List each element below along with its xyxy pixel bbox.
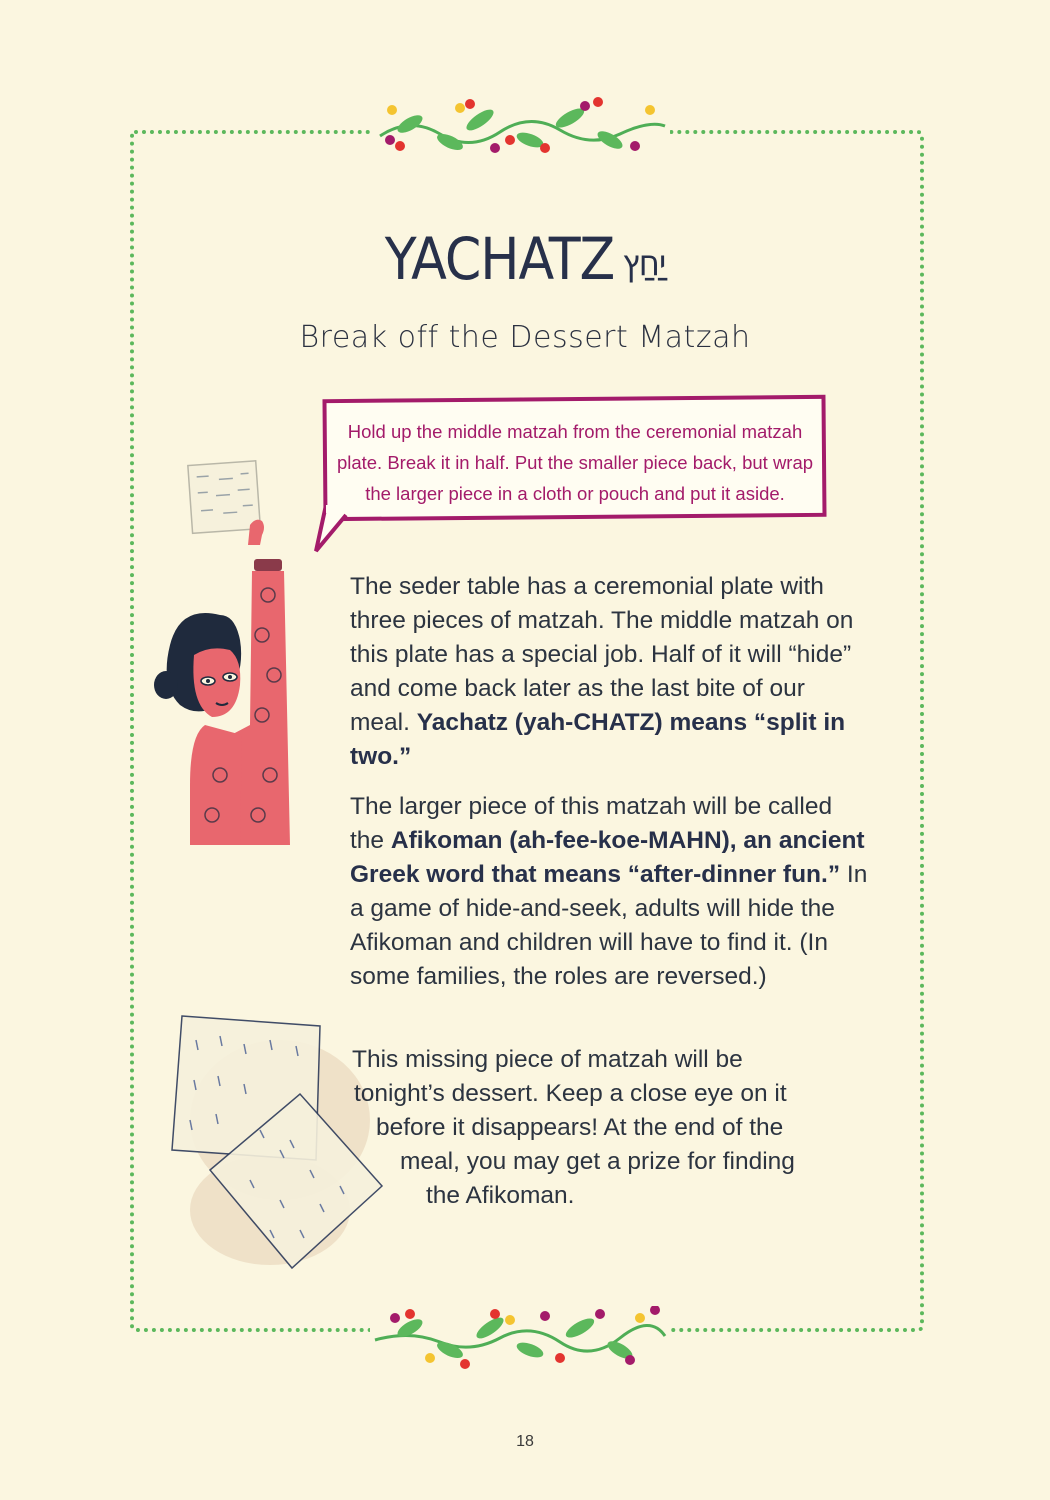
speech-bubble-tail-icon <box>312 505 352 555</box>
floral-garland-bottom-icon <box>370 1306 670 1370</box>
title-english: YACHATZ <box>384 225 615 293</box>
paragraph1-bold: Yachatz (yah-CHATZ) means “split in two.” <box>350 709 846 770</box>
woman-holding-matzah-icon <box>150 455 300 845</box>
title-hebrew: יַחַץ <box>622 243 666 284</box>
page-subtitle: Break off the Dessert Matzah <box>299 320 751 355</box>
paragraph1-text: The seder table has a ceremonial plate with three pieces of matzah. The middle matzah on this plate has a special job. Half of it will “hide” and come back later as the last bite of our meal. <box>350 573 854 736</box>
instruction-text: Hold up the middle matzah from the ceremonial matzah plate. Break it in half. Put the smaller piece back, but wrap the larger piece in a cloth or pouch and put it aside. <box>336 421 814 504</box>
paragraph3-line: tonight’s dessert. Keep a close eye on it <box>354 1080 787 1107</box>
paragraph2-lead: The larger piece of this matzah will be called the <box>350 793 833 854</box>
paragraph-seder-plate <box>350 570 870 774</box>
paragraph-dessert <box>350 1043 870 1213</box>
paragraph-afikoman <box>350 790 870 994</box>
page-number: 18 <box>516 1433 534 1450</box>
paragraph3-line: before it disappears! At the end of the <box>376 1114 784 1141</box>
paragraph3-line: meal, you may get a prize for finding <box>400 1148 795 1175</box>
paragraph3-line: the Afikoman. <box>426 1182 575 1209</box>
paragraph3-line: This missing piece of matzah will be <box>352 1046 743 1073</box>
floral-garland-top-icon <box>370 96 670 160</box>
paragraph2-bold: Afikoman (ah-fee-koe-MAHN), an ancient Greek word that means “after-dinner fun.” <box>350 827 865 888</box>
page-title <box>0 225 1050 293</box>
paragraph2-tail: In a game of hide-and-seek, adults will hide the Afikoman and children will have to find it. (In some families, the roles are reversed.) <box>350 861 868 990</box>
